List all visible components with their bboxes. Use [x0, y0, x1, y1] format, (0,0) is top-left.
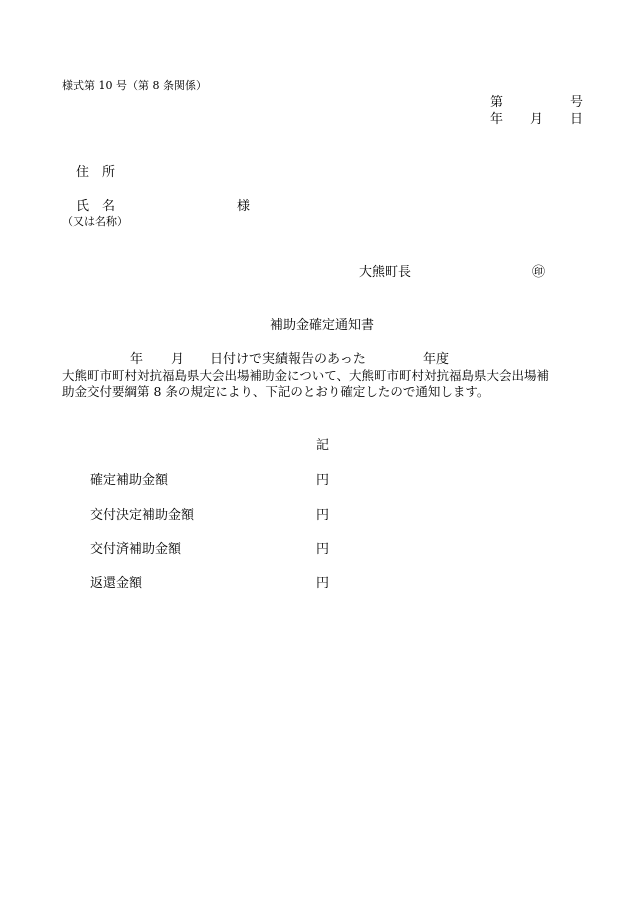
- reference-number-prefix: 第: [490, 95, 504, 110]
- item-unit-kakutei: 円: [316, 473, 330, 488]
- item-label-kakutei: 確定補助金額: [90, 473, 169, 488]
- honorific: 様: [237, 199, 251, 214]
- body-month-label: 月: [171, 352, 185, 367]
- seal-mark: ㊞: [532, 265, 546, 280]
- date-month-label: 月: [530, 112, 544, 127]
- body-year-label: 年: [130, 352, 144, 367]
- document-title: 補助金確定通知書: [270, 318, 375, 333]
- reference-number-suffix: 号: [570, 95, 584, 110]
- name-label: 氏 名: [76, 199, 116, 214]
- or-name-note: （又は名称）: [62, 215, 128, 228]
- item-label-henkan: 返還金額: [90, 576, 143, 591]
- date-year-label: 年: [490, 112, 504, 127]
- ki-mark: 記: [316, 438, 330, 453]
- form-number: 様式第 10 号（第 8 条関係）: [62, 79, 207, 92]
- item-label-koufu-zumi: 交付済補助金額: [90, 542, 182, 557]
- item-unit-koufu-kettei: 円: [316, 508, 330, 523]
- item-unit-henkan: 円: [316, 576, 330, 591]
- address-label: 住 所: [76, 165, 116, 180]
- body-line2: 大熊町市町村対抗福島県大会出場補助金について、大熊町市町村対抗福島県大会出場補: [62, 368, 550, 383]
- body-fiscal-year-label: 年度: [423, 352, 450, 367]
- body-line1-text: 日付けで実績報告のあった: [210, 352, 366, 367]
- item-label-koufu-kettei: 交付決定補助金額: [90, 508, 195, 523]
- issuer-title: 大熊町長: [359, 265, 412, 280]
- item-unit-koufu-zumi: 円: [316, 542, 330, 557]
- body-line3: 助金交付要綱第 8 条の規定により、下記のとおり確定したので通知します。: [62, 384, 490, 399]
- date-day-label: 日: [570, 112, 584, 127]
